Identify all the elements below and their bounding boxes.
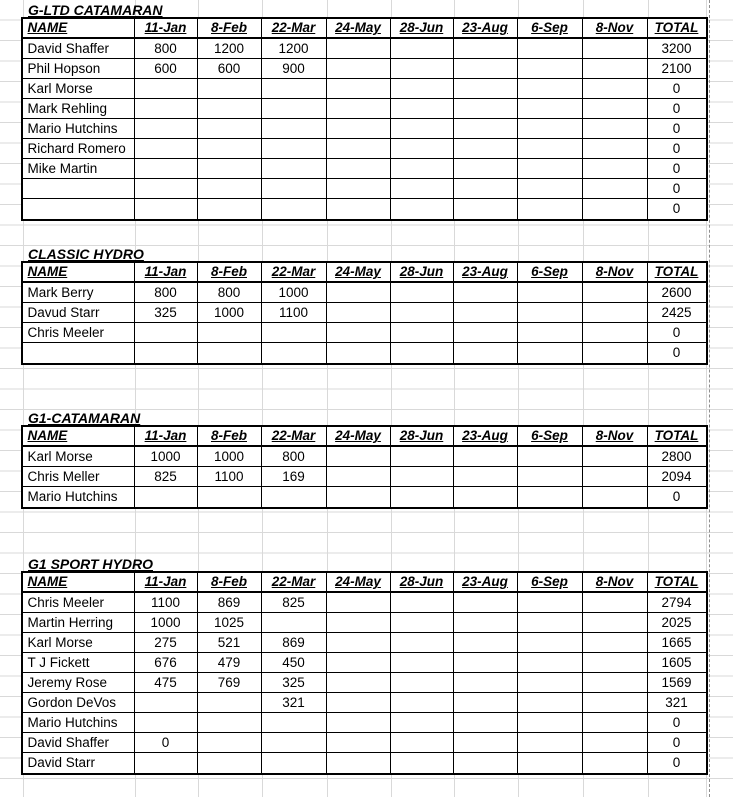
value-cell[interactable] bbox=[391, 343, 454, 363]
value-cell[interactable] bbox=[518, 653, 583, 673]
total-cell[interactable]: 0 bbox=[648, 79, 706, 99]
value-cell[interactable] bbox=[454, 467, 518, 487]
value-cell[interactable]: 800 bbox=[262, 447, 327, 467]
value-cell[interactable] bbox=[327, 199, 391, 219]
value-cell[interactable] bbox=[327, 39, 391, 59]
value-cell[interactable] bbox=[583, 303, 648, 323]
header-cell[interactable]: NAME bbox=[23, 19, 135, 39]
value-cell[interactable] bbox=[391, 753, 454, 773]
value-cell[interactable] bbox=[454, 633, 518, 653]
table-title[interactable]: CLASSIC HYDRO bbox=[28, 245, 144, 262]
value-cell[interactable] bbox=[454, 593, 518, 613]
total-cell[interactable]: 2800 bbox=[648, 447, 706, 467]
total-cell[interactable]: 2425 bbox=[648, 303, 706, 323]
value-cell[interactable] bbox=[391, 139, 454, 159]
name-cell[interactable] bbox=[23, 343, 135, 363]
value-cell[interactable] bbox=[583, 139, 648, 159]
value-cell[interactable] bbox=[583, 673, 648, 693]
total-cell[interactable]: 0 bbox=[648, 179, 706, 199]
total-cell[interactable]: 0 bbox=[648, 733, 706, 753]
value-cell[interactable] bbox=[327, 303, 391, 323]
value-cell[interactable] bbox=[391, 693, 454, 713]
value-cell[interactable] bbox=[327, 139, 391, 159]
header-cell[interactable]: 8-Nov bbox=[583, 19, 648, 39]
value-cell[interactable] bbox=[454, 673, 518, 693]
name-cell[interactable]: Karl Morse bbox=[23, 79, 135, 99]
value-cell[interactable] bbox=[391, 99, 454, 119]
value-cell[interactable] bbox=[583, 613, 648, 633]
total-cell[interactable]: 1665 bbox=[648, 633, 706, 653]
value-cell[interactable]: 600 bbox=[135, 59, 198, 79]
name-cell[interactable]: Phil Hopson bbox=[23, 59, 135, 79]
value-cell[interactable] bbox=[262, 487, 327, 507]
name-cell[interactable]: Mark Rehling bbox=[23, 99, 135, 119]
value-cell[interactable]: 769 bbox=[198, 673, 262, 693]
value-cell[interactable] bbox=[262, 323, 327, 343]
header-cell[interactable]: TOTAL bbox=[648, 263, 706, 283]
value-cell[interactable] bbox=[327, 487, 391, 507]
value-cell[interactable] bbox=[583, 713, 648, 733]
header-cell[interactable]: 22-Mar bbox=[262, 263, 327, 283]
total-cell[interactable]: 0 bbox=[648, 713, 706, 733]
value-cell[interactable] bbox=[198, 487, 262, 507]
header-cell[interactable]: 8-Nov bbox=[583, 427, 648, 447]
value-cell[interactable] bbox=[518, 733, 583, 753]
header-cell[interactable]: 28-Jun bbox=[391, 573, 454, 593]
header-cell[interactable]: 8-Feb bbox=[198, 19, 262, 39]
value-cell[interactable] bbox=[454, 733, 518, 753]
value-cell[interactable] bbox=[583, 447, 648, 467]
header-cell[interactable]: 24-May bbox=[327, 427, 391, 447]
value-cell[interactable] bbox=[262, 199, 327, 219]
value-cell[interactable] bbox=[518, 673, 583, 693]
header-cell[interactable]: 6-Sep bbox=[518, 427, 583, 447]
value-cell[interactable] bbox=[262, 713, 327, 733]
value-cell[interactable]: 1000 bbox=[198, 303, 262, 323]
value-cell[interactable] bbox=[583, 179, 648, 199]
value-cell[interactable] bbox=[391, 733, 454, 753]
value-cell[interactable] bbox=[583, 593, 648, 613]
header-cell[interactable]: 22-Mar bbox=[262, 427, 327, 447]
value-cell[interactable] bbox=[327, 323, 391, 343]
value-cell[interactable] bbox=[198, 323, 262, 343]
value-cell[interactable]: 321 bbox=[262, 693, 327, 713]
header-cell[interactable]: 24-May bbox=[327, 573, 391, 593]
name-cell[interactable]: Mark Berry bbox=[23, 283, 135, 303]
value-cell[interactable] bbox=[327, 179, 391, 199]
value-cell[interactable] bbox=[135, 343, 198, 363]
value-cell[interactable] bbox=[198, 713, 262, 733]
value-cell[interactable] bbox=[391, 179, 454, 199]
value-cell[interactable] bbox=[135, 159, 198, 179]
value-cell[interactable] bbox=[262, 99, 327, 119]
value-cell[interactable] bbox=[583, 283, 648, 303]
value-cell[interactable] bbox=[262, 613, 327, 633]
value-cell[interactable] bbox=[454, 653, 518, 673]
value-cell[interactable] bbox=[198, 99, 262, 119]
value-cell[interactable] bbox=[327, 59, 391, 79]
value-cell[interactable] bbox=[262, 119, 327, 139]
value-cell[interactable] bbox=[262, 733, 327, 753]
value-cell[interactable] bbox=[135, 693, 198, 713]
header-cell[interactable]: 22-Mar bbox=[262, 573, 327, 593]
total-cell[interactable]: 2100 bbox=[648, 59, 706, 79]
value-cell[interactable] bbox=[391, 59, 454, 79]
value-cell[interactable] bbox=[327, 753, 391, 773]
value-cell[interactable] bbox=[198, 139, 262, 159]
value-cell[interactable] bbox=[198, 693, 262, 713]
value-cell[interactable] bbox=[391, 199, 454, 219]
value-cell[interactable] bbox=[327, 447, 391, 467]
name-cell[interactable]: Richard Romero bbox=[23, 139, 135, 159]
value-cell[interactable] bbox=[454, 487, 518, 507]
value-cell[interactable] bbox=[391, 653, 454, 673]
value-cell[interactable] bbox=[391, 487, 454, 507]
value-cell[interactable] bbox=[454, 99, 518, 119]
value-cell[interactable]: 800 bbox=[135, 283, 198, 303]
value-cell[interactable] bbox=[518, 693, 583, 713]
value-cell[interactable]: 1100 bbox=[135, 593, 198, 613]
value-cell[interactable] bbox=[198, 753, 262, 773]
value-cell[interactable] bbox=[391, 323, 454, 343]
header-cell[interactable]: TOTAL bbox=[648, 427, 706, 447]
header-cell[interactable]: 23-Aug bbox=[454, 573, 518, 593]
value-cell[interactable] bbox=[518, 467, 583, 487]
name-cell[interactable]: Mario Hutchins bbox=[23, 713, 135, 733]
name-cell[interactable]: Gordon DeVos bbox=[23, 693, 135, 713]
value-cell[interactable] bbox=[391, 713, 454, 733]
value-cell[interactable] bbox=[518, 283, 583, 303]
value-cell[interactable] bbox=[518, 159, 583, 179]
value-cell[interactable]: 169 bbox=[262, 467, 327, 487]
header-cell[interactable]: 11-Jan bbox=[135, 263, 198, 283]
value-cell[interactable] bbox=[327, 713, 391, 733]
value-cell[interactable] bbox=[262, 179, 327, 199]
header-cell[interactable]: 6-Sep bbox=[518, 263, 583, 283]
value-cell[interactable]: 479 bbox=[198, 653, 262, 673]
value-cell[interactable] bbox=[583, 633, 648, 653]
header-cell[interactable]: 8-Feb bbox=[198, 427, 262, 447]
value-cell[interactable]: 521 bbox=[198, 633, 262, 653]
value-cell[interactable] bbox=[327, 467, 391, 487]
total-cell[interactable]: 0 bbox=[672, 201, 681, 216]
value-cell[interactable] bbox=[518, 753, 583, 773]
value-cell[interactable] bbox=[518, 593, 583, 613]
value-cell[interactable] bbox=[518, 343, 583, 363]
value-cell[interactable]: 825 bbox=[135, 467, 198, 487]
header-cell[interactable]: 8-Feb bbox=[198, 263, 262, 283]
header-cell[interactable]: NAME bbox=[23, 263, 135, 283]
value-cell[interactable] bbox=[454, 447, 518, 467]
value-cell[interactable]: 275 bbox=[135, 633, 198, 653]
name-cell[interactable]: Mike Martin bbox=[23, 159, 135, 179]
value-cell[interactable] bbox=[391, 159, 454, 179]
value-cell[interactable] bbox=[583, 467, 648, 487]
name-cell[interactable]: Mario Hutchins bbox=[23, 487, 135, 507]
value-cell[interactable] bbox=[391, 673, 454, 693]
total-cell[interactable]: 0 bbox=[648, 99, 706, 119]
header-cell[interactable]: 24-May bbox=[327, 19, 391, 39]
value-cell[interactable] bbox=[454, 179, 518, 199]
value-cell[interactable]: 1000 bbox=[135, 447, 198, 467]
name-cell[interactable]: T J Fickett bbox=[23, 653, 135, 673]
header-cell[interactable]: NAME bbox=[23, 573, 135, 593]
value-cell[interactable] bbox=[454, 119, 518, 139]
value-cell[interactable]: 475 bbox=[135, 673, 198, 693]
value-cell[interactable] bbox=[262, 753, 327, 773]
value-cell[interactable] bbox=[262, 343, 327, 363]
total-cell[interactable]: 0 bbox=[672, 755, 681, 770]
value-cell[interactable] bbox=[454, 139, 518, 159]
value-cell[interactable] bbox=[454, 713, 518, 733]
total-cell[interactable]: 0 bbox=[648, 159, 706, 179]
value-cell[interactable] bbox=[583, 79, 648, 99]
name-cell[interactable] bbox=[23, 179, 135, 199]
value-cell[interactable]: 1100 bbox=[198, 467, 262, 487]
value-cell[interactable] bbox=[518, 713, 583, 733]
value-cell[interactable] bbox=[454, 39, 518, 59]
value-cell[interactable] bbox=[518, 199, 583, 219]
value-cell[interactable]: 1025 bbox=[198, 613, 262, 633]
value-cell[interactable] bbox=[518, 303, 583, 323]
header-cell[interactable]: TOTAL bbox=[648, 19, 706, 39]
header-cell[interactable]: 11-Jan bbox=[135, 573, 198, 593]
value-cell[interactable] bbox=[262, 79, 327, 99]
header-cell[interactable]: 6-Sep bbox=[518, 19, 583, 39]
header-cell[interactable]: 23-Aug bbox=[454, 263, 518, 283]
total-cell[interactable]: 0 bbox=[672, 345, 681, 360]
value-cell[interactable] bbox=[583, 323, 648, 343]
total-cell[interactable]: 3200 bbox=[648, 39, 706, 59]
value-cell[interactable] bbox=[583, 653, 648, 673]
value-cell[interactable]: 800 bbox=[198, 283, 262, 303]
name-cell[interactable]: David Starr bbox=[23, 753, 135, 773]
value-cell[interactable]: 325 bbox=[135, 303, 198, 323]
name-cell[interactable]: Davud Starr bbox=[23, 303, 135, 323]
value-cell[interactable]: 1000 bbox=[135, 613, 198, 633]
value-cell[interactable] bbox=[583, 159, 648, 179]
total-cell[interactable]: 1605 bbox=[648, 653, 706, 673]
value-cell[interactable]: 0 bbox=[135, 733, 198, 753]
header-cell[interactable]: 6-Sep bbox=[518, 573, 583, 593]
value-cell[interactable] bbox=[135, 487, 198, 507]
total-cell[interactable]: 1569 bbox=[648, 673, 706, 693]
total-cell[interactable]: 321 bbox=[648, 693, 706, 713]
table-1 bbox=[21, 17, 708, 221]
name-cell[interactable]: Chris Meller bbox=[23, 467, 135, 487]
value-cell[interactable] bbox=[327, 79, 391, 99]
header-cell[interactable]: 28-Jun bbox=[391, 427, 454, 447]
header-cell[interactable]: 22-Mar bbox=[262, 19, 327, 39]
value-cell[interactable] bbox=[135, 119, 198, 139]
name-cell[interactable]: Chris Meeler bbox=[23, 593, 135, 613]
value-cell[interactable] bbox=[518, 39, 583, 59]
value-cell[interactable]: 1000 bbox=[198, 447, 262, 467]
value-cell[interactable] bbox=[583, 733, 648, 753]
header-cell[interactable]: 28-Jun bbox=[391, 19, 454, 39]
value-cell[interactable] bbox=[391, 119, 454, 139]
value-cell[interactable] bbox=[518, 139, 583, 159]
header-cell[interactable]: TOTAL bbox=[648, 573, 706, 593]
name-cell[interactable]: Mario Hutchins bbox=[23, 119, 135, 139]
value-cell[interactable] bbox=[327, 693, 391, 713]
value-cell[interactable]: 1100 bbox=[262, 303, 327, 323]
value-cell[interactable] bbox=[262, 139, 327, 159]
value-cell[interactable] bbox=[262, 159, 327, 179]
total-cell[interactable]: 2094 bbox=[648, 467, 706, 487]
value-cell[interactable] bbox=[327, 633, 391, 653]
value-cell[interactable] bbox=[135, 199, 198, 219]
value-cell[interactable] bbox=[135, 753, 198, 773]
header-cell[interactable]: 23-Aug bbox=[454, 427, 518, 447]
total-cell[interactable]: 2600 bbox=[648, 283, 706, 303]
value-cell[interactable] bbox=[327, 343, 391, 363]
value-cell[interactable] bbox=[198, 159, 262, 179]
value-cell[interactable] bbox=[518, 323, 583, 343]
total-cell[interactable]: 0 bbox=[648, 323, 706, 343]
value-cell[interactable] bbox=[518, 179, 583, 199]
page-break-line bbox=[709, 0, 710, 797]
value-cell[interactable] bbox=[518, 59, 583, 79]
value-cell[interactable] bbox=[391, 283, 454, 303]
value-cell[interactable] bbox=[327, 673, 391, 693]
value-cell[interactable] bbox=[135, 323, 198, 343]
total-cell[interactable]: 0 bbox=[672, 489, 681, 504]
value-cell[interactable]: 676 bbox=[135, 653, 198, 673]
value-cell[interactable] bbox=[518, 79, 583, 99]
header-cell[interactable]: 28-Jun bbox=[391, 263, 454, 283]
value-cell[interactable] bbox=[518, 487, 583, 507]
value-cell[interactable] bbox=[518, 613, 583, 633]
name-cell[interactable]: Karl Morse bbox=[23, 633, 135, 653]
total-cell[interactable]: 2025 bbox=[648, 613, 706, 633]
value-cell[interactable] bbox=[135, 79, 198, 99]
value-cell[interactable] bbox=[198, 733, 262, 753]
name-cell[interactable]: David Shaffer bbox=[23, 733, 135, 753]
value-cell[interactable] bbox=[198, 79, 262, 99]
value-cell[interactable] bbox=[583, 199, 648, 219]
value-cell[interactable] bbox=[391, 593, 454, 613]
header-cell[interactable]: 8-Nov bbox=[583, 573, 648, 593]
name-cell[interactable]: David Shaffer bbox=[23, 39, 135, 59]
value-cell[interactable] bbox=[391, 467, 454, 487]
value-cell[interactable] bbox=[327, 733, 391, 753]
header-cell[interactable]: 11-Jan bbox=[135, 427, 198, 447]
value-cell[interactable] bbox=[391, 303, 454, 323]
value-cell[interactable] bbox=[454, 303, 518, 323]
value-cell[interactable] bbox=[327, 99, 391, 119]
value-cell[interactable]: 900 bbox=[262, 59, 327, 79]
value-cell[interactable] bbox=[454, 323, 518, 343]
table-4 bbox=[21, 571, 708, 775]
value-cell[interactable] bbox=[454, 753, 518, 773]
name-cell[interactable]: Karl Morse bbox=[23, 447, 135, 467]
table-title[interactable]: G-LTD CATAMARAN bbox=[28, 1, 163, 18]
value-cell[interactable] bbox=[135, 139, 198, 159]
value-cell[interactable]: 1200 bbox=[198, 39, 262, 59]
header-cell[interactable]: NAME bbox=[23, 427, 135, 447]
value-cell[interactable] bbox=[327, 653, 391, 673]
name-cell[interactable]: Martin Herring bbox=[23, 613, 135, 633]
value-cell[interactable] bbox=[327, 283, 391, 303]
value-cell[interactable]: 825 bbox=[262, 593, 327, 613]
value-cell[interactable]: 1200 bbox=[262, 39, 327, 59]
value-cell[interactable] bbox=[391, 613, 454, 633]
table-2 bbox=[21, 261, 708, 365]
value-cell[interactable] bbox=[454, 159, 518, 179]
value-cell[interactable] bbox=[454, 283, 518, 303]
value-cell[interactable]: 325 bbox=[262, 673, 327, 693]
value-cell[interactable] bbox=[454, 613, 518, 633]
value-cell[interactable] bbox=[391, 447, 454, 467]
value-cell[interactable] bbox=[198, 179, 262, 199]
value-cell[interactable] bbox=[454, 199, 518, 219]
value-cell[interactable] bbox=[518, 119, 583, 139]
value-cell[interactable] bbox=[327, 613, 391, 633]
value-cell[interactable] bbox=[518, 633, 583, 653]
value-cell[interactable] bbox=[198, 343, 262, 363]
value-cell[interactable] bbox=[583, 99, 648, 119]
header-cell[interactable]: 24-May bbox=[327, 263, 391, 283]
header-cell[interactable]: 23-Aug bbox=[454, 19, 518, 39]
value-cell[interactable] bbox=[198, 199, 262, 219]
value-cell[interactable] bbox=[135, 99, 198, 119]
value-cell[interactable] bbox=[198, 119, 262, 139]
header-cell[interactable]: 11-Jan bbox=[135, 19, 198, 39]
value-cell[interactable] bbox=[583, 487, 648, 507]
name-cell[interactable] bbox=[23, 199, 135, 219]
value-cell[interactable] bbox=[391, 39, 454, 59]
value-cell[interactable] bbox=[135, 713, 198, 733]
value-cell[interactable] bbox=[391, 633, 454, 653]
total-cell[interactable]: 0 bbox=[648, 119, 706, 139]
value-cell[interactable]: 600 bbox=[198, 59, 262, 79]
value-cell[interactable] bbox=[583, 753, 648, 773]
name-cell[interactable]: Chris Meeler bbox=[23, 323, 135, 343]
value-cell[interactable] bbox=[583, 343, 648, 363]
name-cell[interactable]: Jeremy Rose bbox=[23, 673, 135, 693]
value-cell[interactable] bbox=[583, 59, 648, 79]
value-cell[interactable] bbox=[327, 159, 391, 179]
header-cell[interactable]: 8-Nov bbox=[583, 263, 648, 283]
value-cell[interactable] bbox=[583, 119, 648, 139]
value-cell[interactable]: 1000 bbox=[262, 283, 327, 303]
table-title[interactable]: G1-CATAMARAN bbox=[28, 409, 141, 426]
value-cell[interactable]: 869 bbox=[262, 633, 327, 653]
value-cell[interactable] bbox=[583, 693, 648, 713]
value-cell[interactable] bbox=[518, 447, 583, 467]
total-cell[interactable]: 2794 bbox=[648, 593, 706, 613]
value-cell[interactable]: 450 bbox=[262, 653, 327, 673]
value-cell[interactable] bbox=[327, 593, 391, 613]
header-cell[interactable]: 8-Feb bbox=[198, 573, 262, 593]
value-cell[interactable] bbox=[454, 79, 518, 99]
table-3 bbox=[21, 425, 708, 509]
value-cell[interactable] bbox=[454, 59, 518, 79]
value-cell[interactable] bbox=[391, 79, 454, 99]
table-title[interactable]: G1 SPORT HYDRO bbox=[28, 555, 153, 572]
value-cell[interactable] bbox=[327, 119, 391, 139]
value-cell[interactable] bbox=[454, 343, 518, 363]
value-cell[interactable] bbox=[583, 39, 648, 59]
total-cell[interactable]: 0 bbox=[648, 139, 706, 159]
value-cell[interactable] bbox=[454, 693, 518, 713]
value-cell[interactable]: 800 bbox=[135, 39, 198, 59]
value-cell[interactable] bbox=[518, 99, 583, 119]
value-cell[interactable]: 869 bbox=[198, 593, 262, 613]
value-cell[interactable] bbox=[135, 179, 198, 199]
